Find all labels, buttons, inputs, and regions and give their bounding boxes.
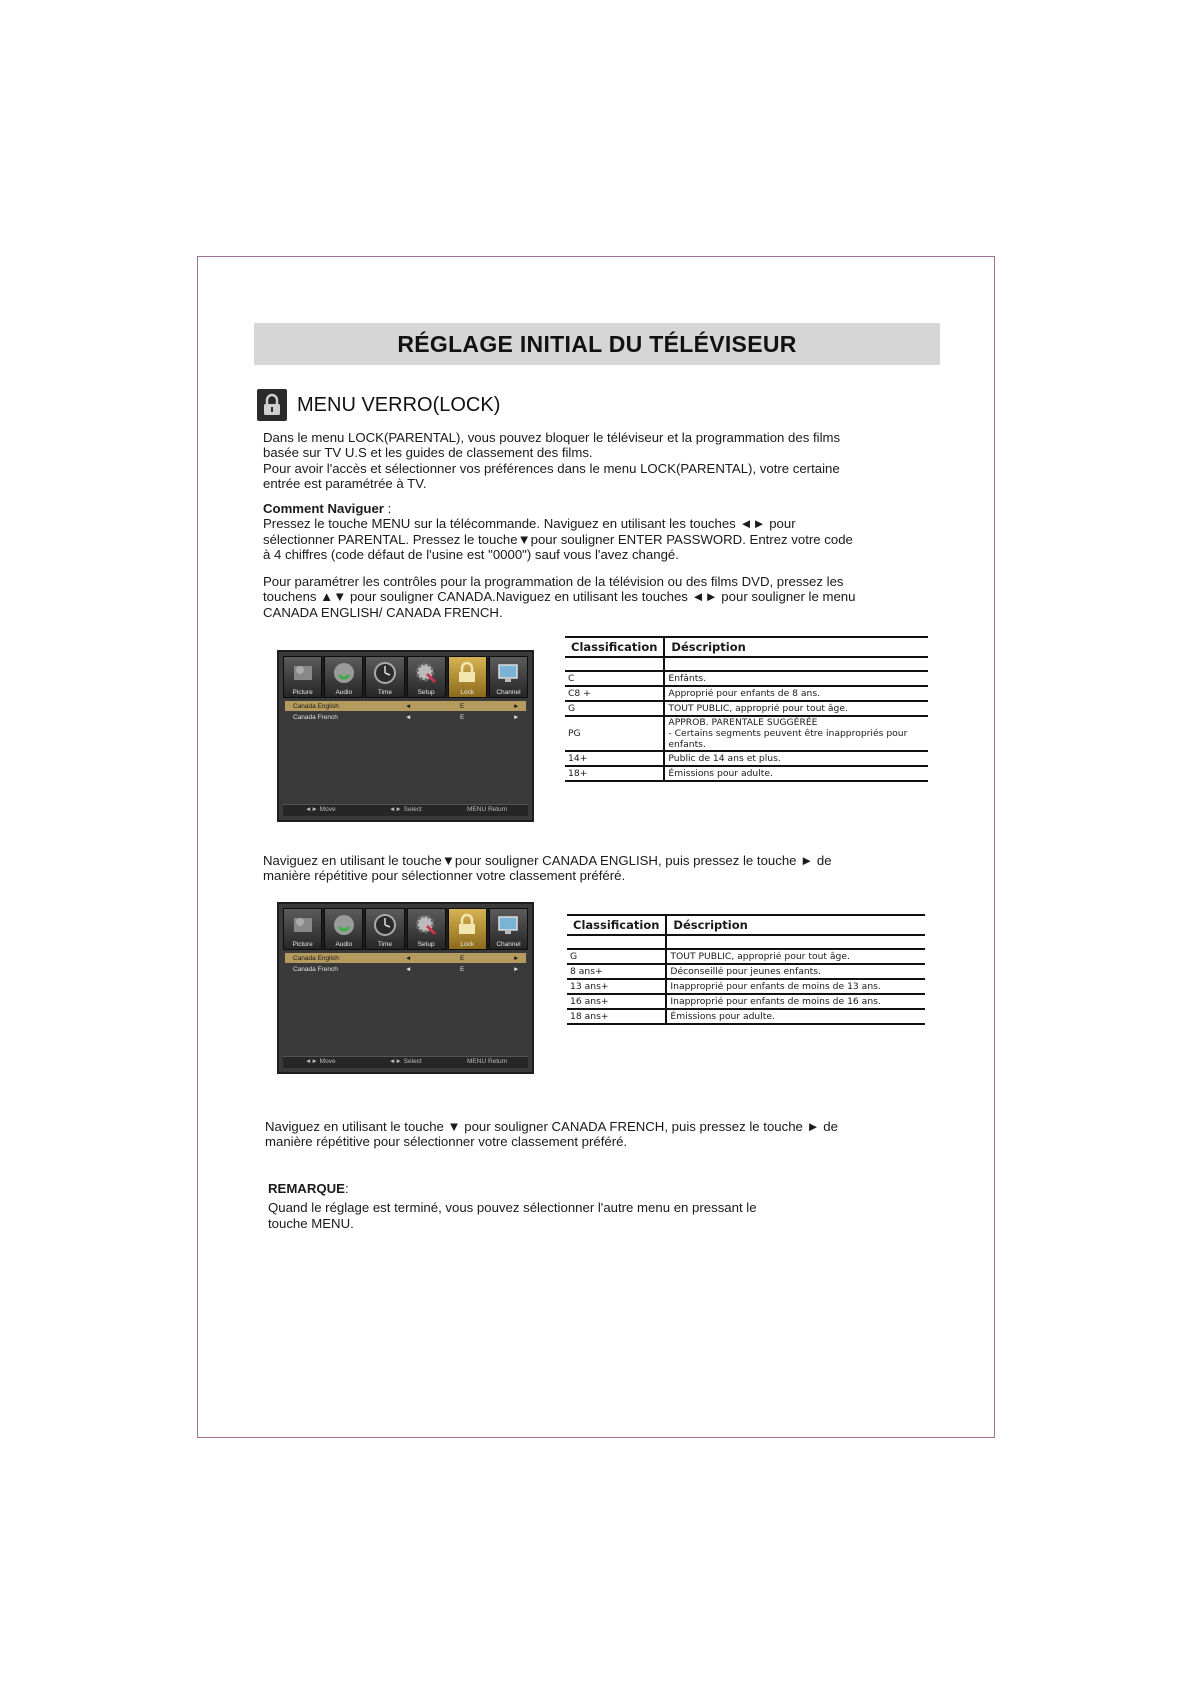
tab-label: Time [377,689,393,696]
rating-description: Enfânts. [664,671,928,686]
table-row [565,701,928,716]
arrow-left-icon: ◄ [405,954,412,962]
tab-label: Lock [460,941,475,948]
rating-code: 8 ans+ [567,964,666,979]
tv-menu-footer [283,1056,528,1068]
tab-label: Channel [496,941,521,948]
nav-heading: Comment Naviguer [263,501,384,516]
row-label: Canada English [293,954,339,962]
column-header: Classification [565,637,664,657]
menu-row-canada-french [285,712,526,722]
note-paragraph [268,1181,908,1231]
table-row [567,1009,925,1024]
rating-description [664,716,928,751]
section-header [257,389,500,421]
row-value: E [460,713,465,721]
arrow-right-icon: ► [513,713,520,721]
page-title: RÉGLAGE INITIAL DU TÉLÉVISEUR [397,330,797,357]
text-line: Pour avoir l'accès et sélectionner vos préférences dans le menu LOCK(PARENTAL), votre certaine [263,460,840,476]
table-row [565,751,928,766]
table-row [565,766,928,781]
table-row [565,671,928,686]
tv-menu-tabs [283,908,528,950]
setup-icon [407,908,446,950]
text-line: manière répétitive pour sélectionner votre classement préféré. [263,868,626,884]
rating-description: Inapproprié pour enfants de moins de 13 ans. [666,979,925,994]
table-row [567,964,925,979]
lock-icon [257,389,287,421]
rating-code: G [567,949,666,964]
rating-code: 18 ans+ [567,1009,666,1024]
classification-table-english [565,636,928,782]
table-header-row [567,915,925,935]
setup-icon [407,656,446,698]
table-spacer-row [567,935,925,949]
text-line: sélectionner PARENTAL. Pressez le touche▼pour souligner ENTER PASSWORD. Entrez votre code [263,531,853,547]
tab-label: Picture [292,689,313,696]
note-heading-line [268,1181,908,1196]
note-heading-suffix: : [344,1181,349,1196]
canada-french-paragraph [265,1119,905,1150]
footer-select: ◄► Select [389,1058,422,1065]
text-line: Pressez le touche MENU sur la télécommande. Naviguez en utilisant les touches ◄► pour [263,516,796,532]
row-label: Canada French [293,965,338,973]
rating-code: G [565,701,664,716]
audio-icon [324,908,363,950]
table-row [567,949,925,964]
tv-menu-footer [283,804,528,816]
row-label: Canada English [293,702,339,710]
time-icon [365,656,404,698]
row-value: E [460,954,465,962]
text-line: CANADA ENGLISH/ CANADA FRENCH. [263,604,503,620]
rating-code: C8 + [565,686,664,701]
table-row [567,979,925,994]
rating-description: Public de 14 ans et plus. [664,751,928,766]
table-row [567,994,925,1009]
params-paragraph [263,574,903,620]
navigation-paragraph [263,501,903,562]
arrow-left-icon: ◄ [405,702,412,710]
footer-move: ◄► Move [305,806,336,813]
intro-paragraph [263,430,903,491]
tab-label: Setup [417,689,435,696]
picture-icon [283,908,322,950]
rating-description: Approprié pour enfants de 8 ans. [664,686,928,701]
tab-label: Time [377,941,393,948]
text-line: entrée est paramétrée à TV. [263,475,427,491]
row-value: E [460,965,465,973]
channel-icon [489,908,528,950]
arrow-left-icon: ◄ [405,713,412,721]
tab-label: Audio [335,941,353,948]
footer-select: ◄► Select [389,806,422,813]
rating-description-line: - Certains segments peuvent être inappropriés pour enfants. [668,728,908,750]
rating-code: 18+ [565,766,664,781]
table-row [565,716,928,751]
arrow-right-icon: ► [513,965,520,973]
tab-label: Lock [460,689,475,696]
rating-code: C [565,671,664,686]
footer-move: ◄► Move [305,1058,336,1065]
nav-heading-suffix: : [383,501,392,516]
row-value: E [460,702,465,710]
rating-code: PG [565,716,664,751]
text-line: touche MENU. [268,1215,354,1231]
text-line: Naviguez en utilisant le touche ▼ pour souligner CANADA FRENCH, puis pressez le touche ► de [265,1119,838,1134]
rating-code: 13 ans+ [567,979,666,994]
rating-description: TOUT PUBLIC, approprié pour tout âge. [664,701,928,716]
rating-description: Émissions pour adulte. [664,766,928,781]
footer-return: MENU Return [467,806,508,813]
channel-icon [489,656,528,698]
rating-description: Déconseillé pour jeunes enfants. [666,964,925,979]
rating-code: 14+ [565,751,664,766]
column-header: Classification [567,915,666,935]
menu-row-canada-french [285,964,526,974]
classification-table-french [567,914,925,1025]
time-icon [365,908,404,950]
tab-label: Audio [335,689,353,696]
column-header: Déscription [666,915,925,935]
menu-row-canada-english [285,953,526,963]
text-line: Dans le menu LOCK(PARENTAL), vous pouvez bloquer le téléviseur et la programmation des films [263,430,841,445]
lock-tab-icon [448,908,487,950]
arrow-right-icon: ► [513,702,520,710]
tv-menu-screenshot-french [277,902,534,1074]
text-line: Naviguez en utilisant le touche▼pour souligner CANADA ENGLISH, puis pressez le touche ► de [263,853,832,868]
tv-menu-screenshot-english [277,650,534,822]
title-banner [254,323,940,365]
text-line: Quand le réglage est terminé, vous pouvez sélectionner l'autre menu en pressant le [268,1200,757,1216]
canada-english-paragraph [263,853,903,884]
picture-icon [283,656,322,698]
note-heading: REMARQUE [268,1181,345,1196]
table-spacer-row [565,657,928,671]
text-line: basée sur TV U.S et les guides de classement des films. [263,445,593,461]
rating-description-line: APPROB. PARENTALE SUGGÉRÉE [668,717,818,728]
rating-description: Inapproprié pour enfants de moins de 16 ans. [666,994,925,1009]
rating-description: TOUT PUBLIC, approprié pour tout âge. [666,949,925,964]
row-label: Canada French [293,713,338,721]
rating-code: 16 ans+ [567,994,666,1009]
lock-tab-icon [448,656,487,698]
menu-row-canada-english [285,701,526,711]
arrow-left-icon: ◄ [405,965,412,973]
text-line: touchens ▲▼ pour souligner CANADA.Naviguez en utilisant les touches ◄► pour souligner le menu [263,589,856,605]
tab-label: Picture [292,941,313,948]
section-title: MENU VERRO(LOCK) [297,393,501,416]
text-line: manière répétitive pour sélectionner votre classement préféré. [265,1134,628,1150]
table-row [565,686,928,701]
rating-description: Émissions pour adulte. [666,1009,925,1024]
nav-heading-line [263,501,903,516]
footer-return: MENU Return [467,1058,508,1065]
tab-label: Channel [496,689,521,696]
tv-menu-tabs [283,656,528,698]
tab-label: Setup [417,941,435,948]
text-line: à 4 chiffres (code défaut de l'usine est "0000") sauf vous l'avez changé. [263,546,679,562]
arrow-right-icon: ► [513,954,520,962]
audio-icon [324,656,363,698]
text-line: Pour paramétrer les contrôles pour la programmation de la télévision ou des films DVD, pressez les [263,574,844,589]
table-header-row [565,637,928,657]
column-header: Déscription [664,637,928,657]
